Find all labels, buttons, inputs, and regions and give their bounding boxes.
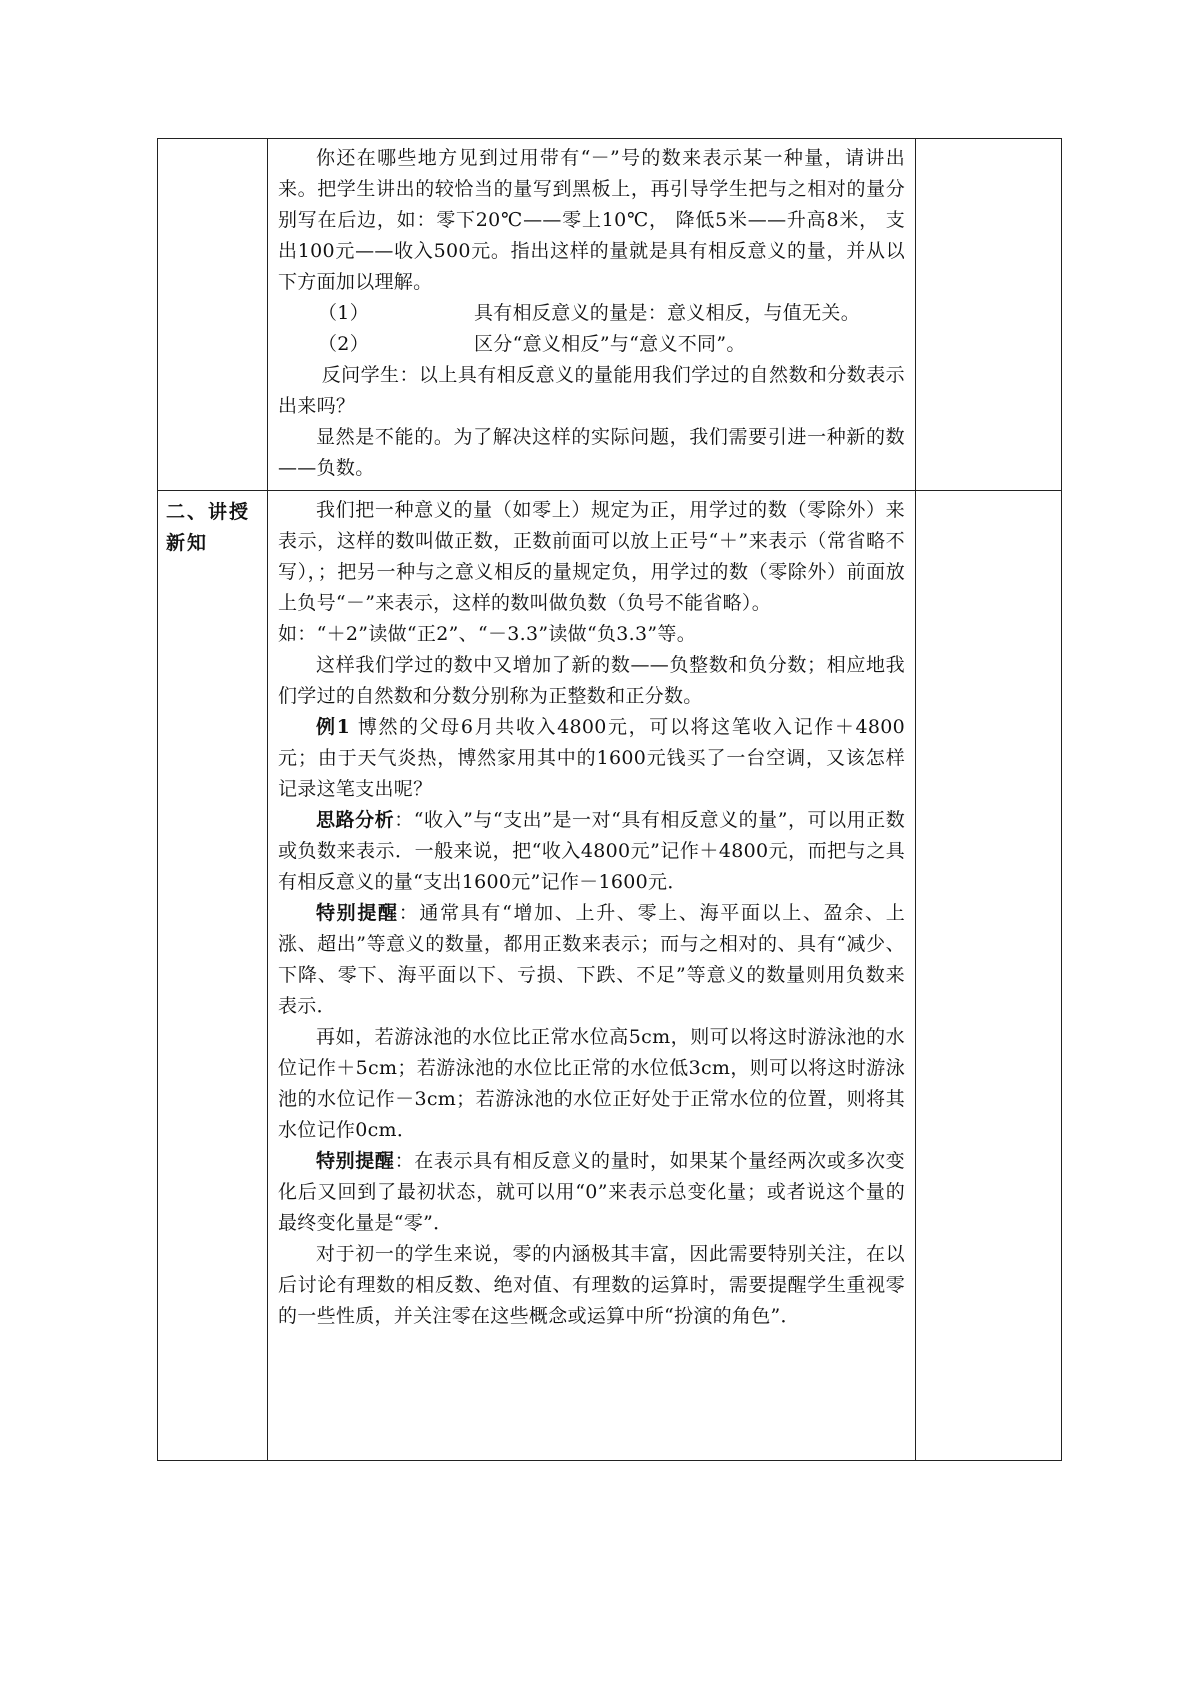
paragraph: 你还在哪些地方见到过用带有“－”号的数来表示某一种量，请讲出来。把学生讲出的较恰当的量写到黑板上，再引导学生把与之相对的量分别写在后边，如：零下20℃——零上10℃， 降低5米——升高8米， 支出100元——收入500元。指出这样的量就是具有相反意义的量，并从以下方面加以理解。: [278, 147, 905, 293]
list-item-text: 区分“意义相反”与“意义不同”。: [474, 333, 746, 355]
paragraph: 这样我们学过的数中又增加了新的数——负整数和负分数；相应地我们学过的自然数和分数分别称为正整数和正分数。: [278, 654, 905, 707]
section-label: 二、讲授新知: [166, 501, 251, 554]
analysis-paragraph: [278, 805, 905, 898]
reminder-label: 特别提醒: [316, 902, 399, 924]
paragraph: 如：“＋2”读做“正2”、“－3.3”读做“负3.3”等。: [278, 623, 697, 645]
list-item-text: 具有相反意义的量是：意义相反，与值无关。: [474, 302, 861, 324]
lesson-plan-table: [157, 138, 1062, 1461]
list-item-number: （1）: [318, 302, 369, 324]
list-item-number: （2）: [318, 333, 369, 355]
notes-cell: [916, 491, 1062, 1461]
paragraph: 对于初一的学生来说，零的内涵极其丰富，因此需要特别关注，在以后讨论有理数的相反数、绝对值、有理数的运算时，需要提醒学生重视零的一些性质，并关注零在这些概念或运算中所“扮演的角色”．: [278, 1243, 905, 1327]
reminder-paragraph: [278, 898, 905, 1022]
table-row: [158, 491, 1062, 1461]
content-cell: [268, 139, 916, 491]
list-item: [278, 298, 905, 329]
paragraph: 反问学生：以上具有相反意义的量能用我们学过的自然数和分数表示出来吗？: [278, 364, 905, 417]
example-text: 博然的父母6月共收入4800元，可以将这笔收入记作＋4800元；由于天气炎热，博然家用其中的1600元钱买了一台空调，又该怎样记录这笔支出呢？: [278, 716, 906, 800]
paragraph: 显然是不能的。为了解决这样的实际问题，我们需要引进一种新的数——负数。: [278, 426, 905, 479]
example-paragraph: [278, 712, 905, 805]
analysis-label: 思路分析: [316, 809, 395, 831]
section-cell: [158, 139, 268, 491]
section-cell: [158, 491, 268, 1461]
list-item: [278, 329, 905, 360]
paragraph: 我们把一种意义的量（如零上）规定为正，用学过的数（零除外）来表示，这样的数叫做正数，正数前面可以放上正号“＋”来表示（常省略不写），；把另一种与之意义相反的量规定负，用学过的数（零除外）前面放上负号“－”来表示，这样的数叫做负数（负号不能省略）。: [278, 499, 905, 614]
reminder-paragraph: [278, 1146, 905, 1239]
example-label: 例1: [316, 716, 351, 738]
reminder-text: ：在表示具有相反意义的量时，如果某个量经两次或多次变化后又回到了最初状态，就可以用“0”来表示总变化量；或者说这个量的最终变化量是“零”．: [278, 1150, 905, 1234]
reminder-text: ：通常具有“增加、上升、零上、海平面以上、盈余、上涨、超出”等意义的数量，都用正数来表示；而与之相对的、具有“减少、下降、零下、海平面以下、亏损、下跌、不足”等意义的数量则用负数来表示．: [278, 902, 906, 1017]
analysis-text: ：“收入”与“支出”是一对“具有相反意义的量”，可以用正数或负数来表示．一般来说，把“收入4800元”记作＋4800元，而把与之具有相反意义的量“支出1600元”记作－1600元．: [278, 809, 906, 893]
paragraph: 再如，若游泳池的水位比正常水位高5cm，则可以将这时游泳池的水位记作＋5cm；若游泳池的水位比正常的水位低3cm，则可以将这时游泳池的水位记作－3cm；若游泳池的水位正好处于正常水位的位置，则将其水位记作0cm．: [278, 1026, 905, 1141]
reminder-label: 特别提醒: [316, 1150, 395, 1172]
notes-cell: [916, 139, 1062, 491]
table-row: [158, 139, 1062, 491]
content-cell: [268, 491, 916, 1461]
